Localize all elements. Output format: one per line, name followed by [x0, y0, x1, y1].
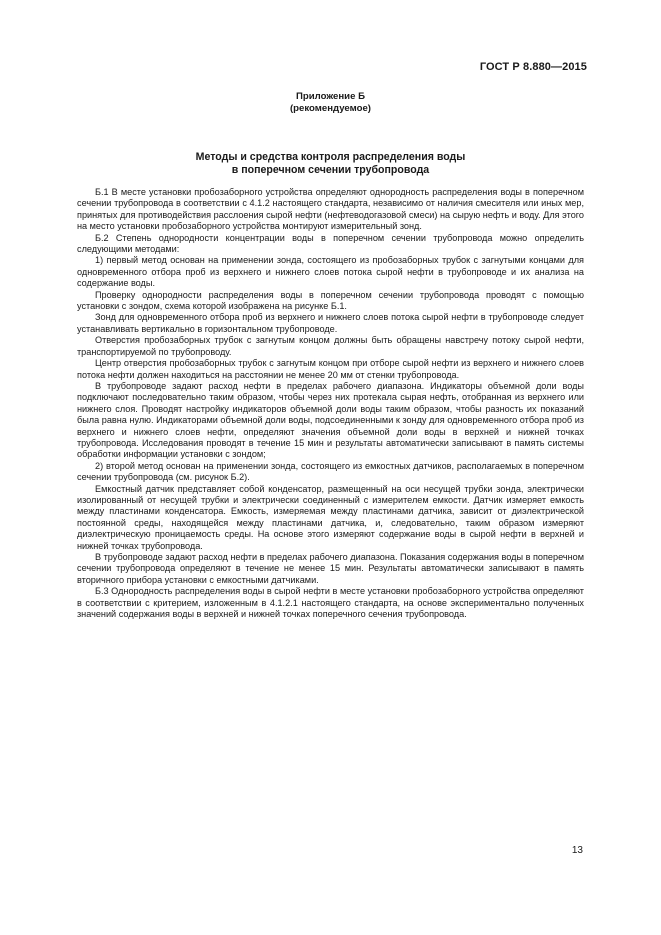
section-title-line-1: Методы и средства контроля распределения воды: [195, 151, 466, 163]
paragraph-indicators: В трубопроводе задают расход нефти в пределах рабочего диапазона. Индикаторы объемной доли воды подключают последовательно таким образом, чтобы через них протекала сырая нефть, отобранная из верхнего или нижнего слоя. Проводят настройку индикаторов объемной доли воды таким образом, чтобы разность их показаний была равна нулю. Индикаторами объемной доли воды, подсоединенными к зонду для одновременного отбора проб из верхнего и нижнего слоев нефти, определяют значения объемной доли воды в верхней и нижней точках трубопровода. Исследования проводят в течение 15 мин и результаты автоматически записывают в память системы обработки информации установки с зондом;: [77, 380, 584, 460]
section-title-line-2: в поперечном сечении трубопровода: [231, 163, 430, 176]
section-title: [0, 151, 661, 176]
paragraph-probe-mounting: Зонд для одновременного отбора проб из верхнего и нижнего слоев потока сырой нефти в трубопроводе следует устанавливать вертикально в горизонтальном трубопроводе.: [77, 312, 584, 334]
paragraph-check-uniformity: Проверку однородности распределения воды в поперечном сечении трубопровода проводят с помощью установки с зондом, схема которой изображена на рисунке Б.1.: [77, 289, 584, 312]
annex-heading: [0, 91, 661, 114]
annex-status: (рекомендуемое): [289, 102, 371, 114]
paragraph-flow-rate: В трубопроводе задают расход нефти в пределах рабочего диапазона. Показания содержания воды в поперечном сечении трубопровода определяют в течение не менее 15 мин. Результаты автоматически записывают в память вторичного прибора установки с емкостными датчиками.: [77, 552, 584, 585]
annex-title: Приложение Б: [296, 91, 365, 102]
paragraph-b1: Б.1 В месте установки пробозаборного устройства определяют однородность распределения воды в поперечном сечении трубопровода в соответствии с 4.1.2 настоящего стандарта, независимо от наличия смесителя или иных мер, принятых для противодействия расслоения сырой нефти (нефтеводогазовой смеси) на сырую нефть и воду. Для этого на место установки пробозаборного устройства монтируют измерительный зонд.: [77, 187, 584, 232]
paragraph-tube-openings: Отверстия пробозаборных трубок с загнутым концом должны быть обращены навстречу потоку сырой нефти, транспортируемой по трубопроводу.: [77, 335, 584, 357]
paragraph-b3: Б.3 Однородность распределения воды в сырой нефти в месте установки пробозаборного устройства определяют в соответствии с критерием, изложенным в 4.1.2.1 настоящего стандарта, на основе экспериментально полученных значений содержания воды в верхней и нижней точках поперечного сечения трубопровода.: [77, 586, 584, 620]
page-number: 13: [571, 845, 583, 856]
paragraph-capacitive-sensor: Емкостный датчик представляет собой конденсатор, размещенный на оси несущей трубки зонда, электрически изолированный от несущей трубки и электрически соединенный с измерителем емкости. Датчик измеряет емкость между пластинами конденсатора. Емкость, измеряемая между пластинами датчика, зависит от диэлектрической постоянной среды, находящейся между пластинами датчика, и, следовательно, таким образом измеряют диэлектрическую проницаемость среды. На основе этого измеряют содержание воды в сырой нефти в верхней и нижней точках трубопровода.: [77, 483, 584, 551]
paragraph-opening-center: Центр отверстия пробозаборных трубок с загнутым концом при отборе сырой нефти из верхнего и нижнего слоев потока нефти должен находиться на расстоянии не менее 20 мм от стенки трубопровода.: [77, 358, 584, 380]
standard-designation: ГОСТ Р 8.880—2015: [479, 61, 587, 73]
paragraph-method-2: 2) второй метод основан на применении зонда, состоящего из емкостных датчиков, располагаемых в поперечном сечении трубопровода (см. рисунок Б.2).: [77, 460, 584, 483]
paragraph-b2: Б.2 Степень однородности концентрации воды в поперечном сечении трубопровода можно определить следующими методами:: [77, 232, 584, 255]
body-text: [77, 187, 584, 620]
paragraph-method-1: 1) первый метод основан на применении зонда, состоящего из пробозаборных трубок с загнутыми концами для одновременного отбора проб из верхнего и нижнего слоев потока сырой нефти в трубопроводе и их анализа на содержание воды.: [77, 255, 584, 289]
